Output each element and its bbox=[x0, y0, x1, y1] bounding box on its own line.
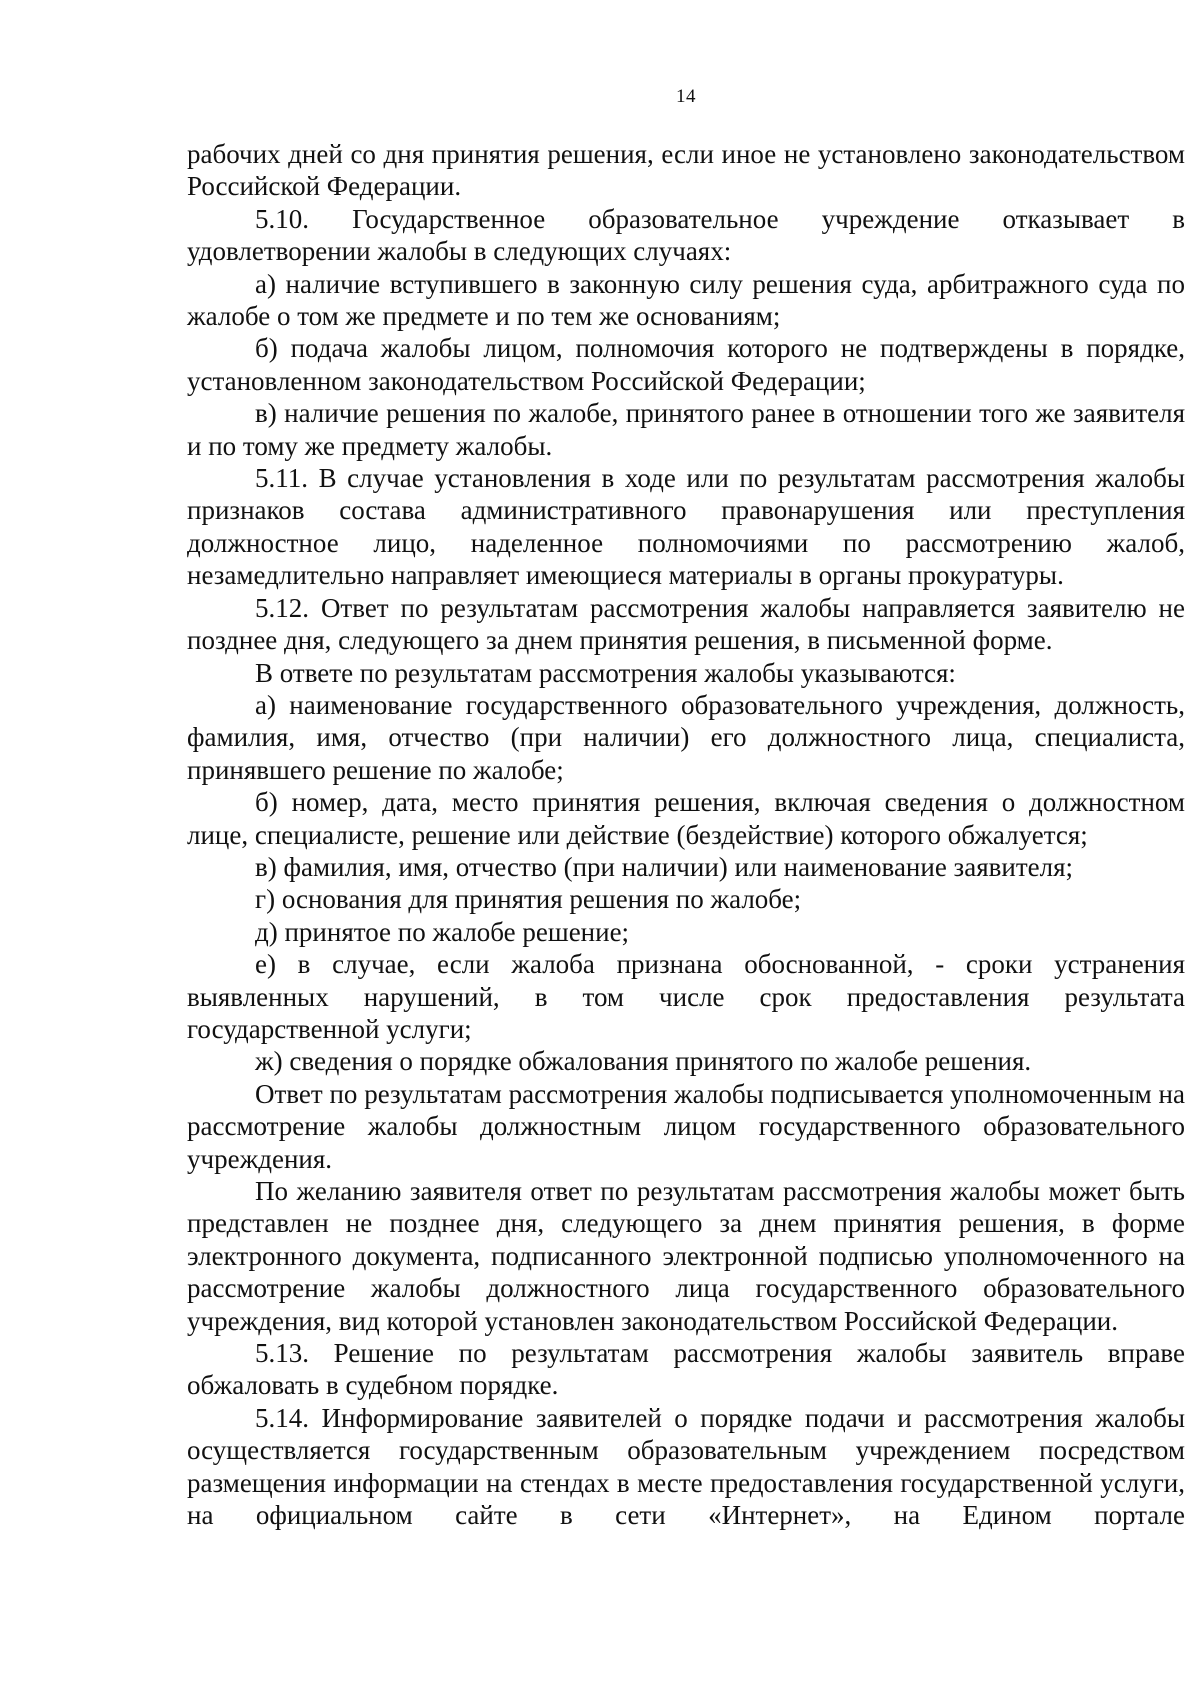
paragraph: 5.11. В случае установления в ходе или по результатам рассмотрения жалобы признаков состава административного правонарушения или преступления должностное лицо, наделенное полномочиями по рассмотрению жалоб, незамедлительно направляет имеющиеся материалы в органы прокуратуры. bbox=[187, 463, 1185, 591]
paragraph-continues: 5.14. Информирование заявителей о порядке подачи и рассмотрения жалобы осуществляется государственным образовательным учреждением посредством размещения информации на стендах в месте предоставления государственной услуги, на официальном сайте в сети «Интернет», на Едином портале bbox=[187, 1402, 1185, 1531]
paragraph: 5.12. Ответ по результатам рассмотрения жалобы направляется заявителю не позднее дня, следующего за днем принятия решения, в письменной форме. bbox=[187, 592, 1185, 656]
list-item: а) наличие вступившего в законную силу решения суда, арбитражного суда по жалобе о том же предмете и по тем же основаниям; bbox=[187, 268, 1185, 332]
list-item: б) подача жалобы лицом, полномочия которого не подтверждены в порядке, установленном законодательством Российской Федерации; bbox=[187, 333, 1185, 396]
list-item: д) принятое по жалобе решение; bbox=[255, 916, 630, 947]
paragraph: В ответе по результатам рассмотрения жалобы указываются: bbox=[255, 657, 956, 688]
list-item: в) фамилия, имя, отчество (при наличии) или наименование заявителя; bbox=[255, 851, 1074, 882]
paragraph: 5.13. Решение по результатам рассмотрения жалобы заявитель вправе обжаловать в судебном порядке. bbox=[187, 1338, 1185, 1401]
list-item: ж) сведения о порядке обжалования принятого по жалобе решения. bbox=[255, 1046, 1032, 1077]
paragraph: По желанию заявителя ответ по результатам рассмотрения жалобы может быть представлен не позднее дня, следующего за днем принятия решения, в форме электронного документа, подписанного электронной подписью уполномоченного на рассмотрение жалобы должностного лица государственного образовательного учреждения, вид которой установлен законодательством Российской Федерации. bbox=[187, 1176, 1185, 1336]
list-item: в) наличие решения по жалобе, принятого ранее в отношении того же заявителя и по тому же предмету жалобы. bbox=[187, 398, 1185, 461]
document-body bbox=[187, 138, 1185, 1531]
paragraph: 5.10. Государственное образовательное учреждение отказывает в удовлетворении жалобы в следующих случаях: bbox=[187, 203, 1185, 267]
list-item: б) номер, дата, место принятия решения, включая сведения о должностном лице, специалисте, решение или действие (бездействие) которого обжалуется; bbox=[187, 787, 1185, 850]
paragraph: Ответ по результатам рассмотрения жалобы подписывается уполномоченным на рассмотрение жалобы должностным лицом государственного образовательного учреждения. bbox=[187, 1078, 1185, 1174]
page-number: 14 bbox=[676, 86, 696, 107]
list-item: а) наименование государственного образовательного учреждения, должность, фамилия, имя, отчество (при наличии) его должностного лица, специалиста, принявшего решение по жалобе; bbox=[187, 689, 1185, 785]
list-item: г) основания для принятия решения по жалобе; bbox=[255, 884, 802, 915]
paragraph: рабочих дней со дня принятия решения, если иное не установлено законодательством Российской Федерации. bbox=[187, 139, 1185, 202]
list-item: е) в случае, если жалоба признана обоснованной, - сроки устранения выявленных нарушений, в том числе срок предоставления результата государственной услуги; bbox=[187, 949, 1185, 1044]
